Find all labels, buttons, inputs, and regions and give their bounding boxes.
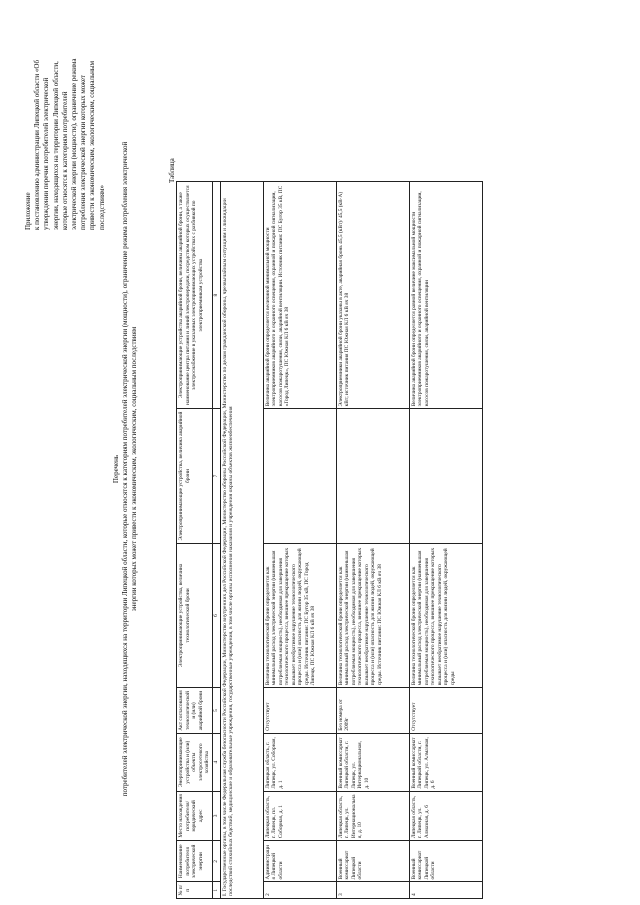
header-emerg-full: Электропринимающие устройства аварийной брони, величины аварийной брони, а также наименование центра питания и линий электропередачи, посредством которых осуществляется электроснабжение в указанных электропринимающих устройствах с разбивкой по электроприемникам устройства — [177, 182, 213, 409]
header-name: Наименование потребителя электрической энергии — [177, 841, 213, 882]
row-name: Военный комиссариат Липецкой области — [409, 841, 482, 882]
row-address: Липецкая область, г. Липецк, ул. Интернациональная, д. 10 — [336, 791, 409, 841]
title-heading: Перечень — [112, 454, 120, 484]
header-act: Акт согласования технологической и (или) аварийной брони — [177, 688, 213, 733]
header-address: Место нахождения потребителя/ юридический адрес — [177, 791, 213, 841]
header-emerg: Электропринимающие устройства, величина аварийной брони — [177, 409, 213, 543]
row-tech: Величина технологической брони определяется как минимальный расход электрической энергии (наименьшая потребляемая мощность), необходимая для завершения технологического процесса, внешнее прекращение которых вызывает необратимое нарушение технологического процесса и (или) опасность для жизни людей, окружающей среды. Источник питания: ПС Бугор 35 кВ, ПС Город Липецк, ПС Южная КЛ 6 кВ яч 38 — [263, 543, 336, 688]
table-row — [409, 182, 482, 899]
header-row — [177, 182, 213, 899]
header-tech: Электропринимающие устройства, величина технологической брони — [177, 543, 213, 688]
appendix-line: Приложение — [24, 192, 32, 230]
row-act: Отсутствует — [263, 688, 336, 733]
row-devices: Военный комиссариат Липецкой области, г. Липецк, ул. Интернациональная, д. 10 — [336, 733, 409, 791]
col-number: 1 — [212, 882, 220, 899]
row-devices: Военный комиссариат Липецкой области, г. Липецк, ул. Алмазная, д. 6 — [409, 733, 482, 791]
row-num: 4 — [409, 882, 482, 899]
row-act: Отсутствует — [409, 688, 482, 733]
title-text: потребителей электрической энергии, находящихся на территории Липецкой области, которые относятся к категориям потребителей электрической энергии (мощности), ограничение режима потребления электрической энергии которых может привести к экономическим, экологическим, социальным последствиям — [120, 141, 138, 797]
row-act: Без номера от 2009г — [336, 688, 409, 733]
appendix-line: энергии, находящихся на территории Липецкой области, — [51, 61, 60, 230]
row-emerg — [336, 409, 409, 543]
col-number: 7 — [212, 409, 220, 543]
row-emerg-full: Электроприемники аварийной брони указаны в акте, аварийная бронь 45,5 (кВт)/ 45,5 (кВ·А) кВт; источник питания ПС Южная КЛ 6 кВ яч 38 — [336, 182, 409, 409]
appendix-line: потребления электрической энергии которых может — [79, 75, 88, 230]
row-name: Администрация Липецкой области — [263, 841, 336, 882]
section-title: I. Государственные органы, в том числе Федеральная служба безопасности Российской Федерации, Министерство внутренних дел Российской Федерации, Министерство обороны Российской Федерации, Министерство по делам гражданской обороны, чрезвычайным ситуациям и ликвидации последствий стихийных бедствий, медицинские и образовательные учреждения, государственные учреждения, в том числе органы исполнения наказания и учреждения охраны объектов жизнеобеспечения — [220, 182, 263, 899]
row-tech: Величина технологической брони определяется как минимальный расход электрической энергии (наименьшая потребляемая мощность), необходимая для завершения технологического процесса, внешнее прекращение которых вызывает необратимое нарушение технологического процесса и (или) опасность для жизни людей, окружающей среды. Источник питания: ПС Южная КЛ 6 кВ яч 38 — [336, 543, 409, 688]
row-emerg-full: Величина аварийной брони определяется равной величине максимальной мощности электроприемников аварийного и охранного освещения, охранной и пожарной сигнализации, насосов пожаротушения, связи, аварийной вентиляции — [409, 182, 482, 409]
table-row — [263, 182, 336, 899]
row-num: 2 — [263, 882, 336, 899]
header-num: № п/п — [177, 882, 213, 899]
row-address: Липецкая область, г. Липецк, пл. Соборная, д. 1 — [263, 791, 336, 841]
col-number: 3 — [212, 791, 220, 841]
row-num: 3 — [336, 882, 409, 899]
row-name: Военный комиссариат Липецкой области — [336, 841, 409, 882]
consumers-table — [176, 181, 483, 899]
col-number: 5 — [212, 688, 220, 733]
column-number-row — [212, 182, 220, 899]
appendix-line: привести к экономическим, экологическим, социальным — [88, 60, 97, 230]
col-number: 6 — [212, 543, 220, 688]
row-devices: Липецкая область, г. Липецк, ул. Соборная, д. 1 — [263, 733, 336, 791]
row-tech: Величина технологической брони определяется как минимальный расход электрической энергии (наименьшая потребляемая мощность), необходимая для завершения технологического процесса, внешнее прекращение которых вызывает необратимое нарушение технологического процесса и (или) опасность для жизни людей, окружающей среды — [409, 543, 482, 688]
table-caption: Таблица — [168, 158, 176, 183]
row-emerg-full: Величина аварийной брони определяется величиной минимальной мощности электроприемников аварийного и охранного освещения, охранной и пожарной сигнализации, насосов пожаротушения, связи, аварийной вентиляции. Источник питания: ПС Бугор 35 кВ, ПС «Город Липецк», ПС Южная КЛ 6 кВ яч 38 — [263, 182, 336, 409]
appendix-line: последствиям» — [97, 185, 106, 230]
col-number: 8 — [212, 182, 220, 409]
row-emerg — [409, 409, 482, 543]
appendix-line: которые относятся к категориям потребителей — [60, 91, 69, 230]
appendix-line: электрической энергии (мощности), ограничение режима — [70, 58, 79, 230]
col-number: 4 — [212, 733, 220, 791]
appendix-line: утверждении перечня потребителей электрической — [42, 77, 51, 230]
document-title — [112, 129, 138, 809]
col-number: 2 — [212, 841, 220, 882]
appendix-line: к постановлению администрации Липецкой области «Об — [33, 59, 42, 230]
header-devices: Энергопринимающие устройства и (или) объекты электросетевого хозяйства — [177, 733, 213, 791]
section-row — [220, 182, 263, 899]
row-emerg — [263, 409, 336, 543]
row-address: Липецкая область, г. Липецк, ул. Алмазная, д. 6 — [409, 791, 482, 841]
appendix-block — [24, 8, 107, 230]
table-row — [336, 182, 409, 899]
